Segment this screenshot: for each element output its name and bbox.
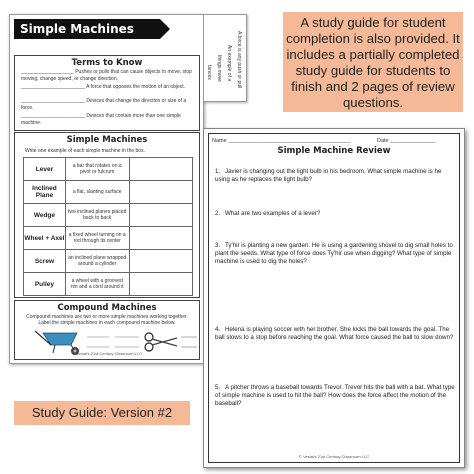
simple-machines-instruction: Write one example of each simple machine in the box.: [25, 148, 145, 154]
question-text: What are two examples of a lever?: [225, 210, 321, 217]
machine-name: Lever: [24, 158, 66, 181]
version-label: Study Guide: Version #2: [14, 401, 190, 425]
machine-definition: a flat, slanting surface: [65, 181, 129, 204]
table-row: [24, 273, 193, 296]
question-number: 1.: [215, 168, 221, 175]
terms-title: Terms to Know: [71, 58, 143, 68]
question-text: Ty'hir is planting a new garden. He is using a gardening shovel to dig small holes to plant the seeds. What type of force does Ty'hir use when digging? What type of simple machine is used to dig the holes?: [215, 242, 453, 265]
question-text: Javier is changing out the light bulb in his bedroom. What simple machine is he using as he replaces the light bulb?: [215, 168, 442, 183]
question-3: [215, 242, 455, 266]
review-page: [203, 128, 465, 468]
banner-arrow-tip: [160, 19, 170, 39]
machine-definition: two inclined planes placed back to back: [65, 204, 129, 227]
review-title: Simple Machine Review: [277, 146, 391, 156]
example-box[interactable]: [129, 158, 192, 181]
machine-name: Screw: [24, 250, 66, 273]
answer-key-strip: [203, 14, 247, 102]
term-simple-machines: _______________________ Devices that change the direction or size of a force.: [21, 98, 187, 111]
date-field[interactable]: Date _______________: [377, 138, 437, 144]
scissors-icon: [145, 333, 177, 351]
example-box[interactable]: [129, 181, 192, 204]
example-box[interactable]: [129, 250, 192, 273]
machine-name: Inclined Plane: [24, 181, 66, 204]
strip-text: An example of a: [226, 45, 232, 82]
question-number: 5.: [215, 384, 221, 391]
example-box[interactable]: [129, 204, 192, 227]
machine-name: Wheel + Axel: [24, 227, 66, 250]
term-friction: _______________________ A force that opposes the motion of an object.: [21, 84, 186, 90]
machine-name: Pulley: [24, 273, 66, 296]
question-text: Helena is playing soccer with her brother. She kicks the ball towards the goal. The ball slows to a stop before reaching the goal. What force caused the ball to slow down?: [215, 326, 454, 341]
study-guide-footer: © Vestal's 21st Century Classroom LLC: [71, 351, 143, 356]
strip-text: A force is any push or pull: [236, 31, 242, 89]
table-row: [24, 158, 193, 181]
terms-box: [14, 55, 200, 131]
question-text: A pitcher throws a baseball towards Trevor. Trevor hits the ball with a bat. What type of simple machine is used to hit the ball? How does the force affect the motion of the baseball?: [215, 384, 455, 407]
simple-machines-box: [14, 132, 200, 298]
table-row: [24, 227, 193, 250]
study-guide-banner: Simple Machines: [14, 19, 160, 39]
term-compound-machines: _______________________ Devices that contain more than one simple machine.: [21, 113, 181, 126]
compound-machines-title: Compound Machines: [57, 303, 157, 313]
strip-text: tances: [206, 65, 212, 80]
machine-definition: a bar that rotates on a pivot or fulcrum: [65, 158, 129, 181]
question-number: 3.: [215, 242, 221, 249]
question-4: [215, 326, 455, 342]
compound-machines-description: Compound machines are two or more simple machines working together. Label the simple machines in each compound machine below.: [26, 314, 188, 326]
name-field[interactable]: Name ________________________________________: [212, 138, 351, 144]
review-page-border: [208, 133, 460, 463]
description-callout: A study guide for student completion is also provided. It includes a partially completed study guide for students to finish and 2 pages of review questions.: [283, 12, 463, 112]
question-1: [215, 168, 455, 184]
example-box[interactable]: [129, 227, 192, 250]
table-row: [24, 181, 193, 204]
machine-name: Wedge: [24, 204, 66, 227]
question-5: [215, 384, 455, 408]
study-guide-page: [9, 14, 204, 364]
question-2: [215, 210, 455, 218]
compound-machines-box: [14, 300, 200, 360]
term-force: ___________________ Pushes or pulls that can cause objects to move, stop moving, change speed, or change direction.: [21, 69, 192, 82]
simple-machines-title: Simple Machines: [66, 135, 148, 145]
machine-definition: a fixed wheel turning on a rod through its center: [65, 227, 129, 250]
example-box[interactable]: [129, 273, 192, 296]
strip-text: things move: [216, 55, 222, 82]
question-number: 2.: [215, 210, 221, 217]
table-row: [24, 204, 193, 227]
table-row: [24, 250, 193, 273]
review-footer: © Vestal's 21st Century Classroom LLC: [298, 454, 370, 459]
question-number: 4.: [215, 326, 221, 333]
simple-machines-table: [23, 157, 193, 296]
machine-definition: a wheel with a grooved rim and a cord around it: [65, 273, 129, 296]
machine-definition: an inclined plane wrapped around a cylinder: [65, 250, 129, 273]
